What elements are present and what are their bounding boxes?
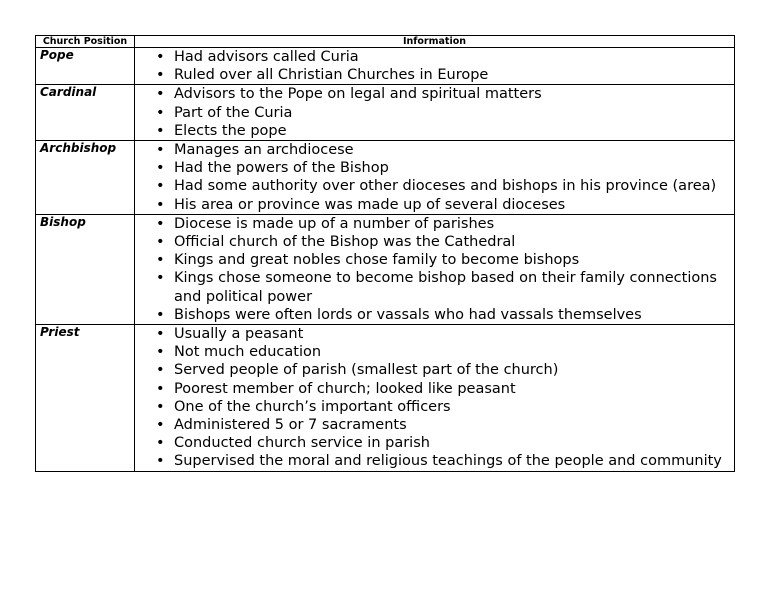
header-information: Information bbox=[135, 36, 735, 48]
position-cell: Archbishop bbox=[36, 141, 135, 215]
info-list bbox=[135, 141, 734, 214]
list-item: • Diocese is made up of a number of parishes bbox=[135, 215, 734, 233]
information-cell bbox=[135, 325, 735, 472]
list-item: • Conducted church service in parish bbox=[135, 434, 734, 452]
church-hierarchy-table bbox=[35, 35, 735, 472]
list-item: • His area or province was made up of several dioceses bbox=[135, 196, 734, 214]
list-item: • Had the powers of the Bishop bbox=[135, 159, 734, 177]
position-cell: Pope bbox=[36, 48, 135, 85]
list-item: • Usually a peasant bbox=[135, 325, 734, 343]
list-item: • Supervised the moral and religious teachings of the people and community bbox=[135, 452, 734, 470]
info-list bbox=[135, 325, 734, 471]
list-item: • Served people of parish (smallest part of the church) bbox=[135, 361, 734, 379]
list-item: • Manages an archdiocese bbox=[135, 141, 734, 159]
list-item: • Bishops were often lords or vassals who had vassals themselves bbox=[135, 306, 734, 324]
header-church-position: Church Position bbox=[36, 36, 135, 48]
position-cell: Cardinal bbox=[36, 85, 135, 141]
information-cell bbox=[135, 85, 735, 141]
list-item: • One of the church’s important officers bbox=[135, 398, 734, 416]
list-item: • Part of the Curia bbox=[135, 104, 734, 122]
list-item: • Had some authority over other dioceses and bishops in his province (area) bbox=[135, 177, 734, 195]
table-row-cardinal bbox=[36, 85, 735, 141]
list-item: • Ruled over all Christian Churches in Europe bbox=[135, 66, 734, 84]
information-cell bbox=[135, 48, 735, 85]
info-list bbox=[135, 48, 734, 84]
information-cell bbox=[135, 214, 735, 324]
position-cell: Priest bbox=[36, 325, 135, 472]
list-item: • Had advisors called Curia bbox=[135, 48, 734, 66]
table-row-bishop bbox=[36, 214, 735, 324]
list-item: • Kings and great nobles chose family to become bishops bbox=[135, 251, 734, 269]
table-row-pope bbox=[36, 48, 735, 85]
position-cell: Bishop bbox=[36, 214, 135, 324]
header-row bbox=[36, 36, 735, 48]
info-list bbox=[135, 85, 734, 140]
list-item: • Elects the pope bbox=[135, 122, 734, 140]
list-item: • Not much education bbox=[135, 343, 734, 361]
information-cell bbox=[135, 141, 735, 215]
table-row-priest bbox=[36, 325, 735, 472]
info-list bbox=[135, 215, 734, 324]
list-item: • Poorest member of church; looked like peasant bbox=[135, 380, 734, 398]
list-item: • Kings chose someone to become bishop based on their family connections and political power bbox=[135, 269, 734, 305]
table-row-archbishop bbox=[36, 141, 735, 215]
list-item: • Administered 5 or 7 sacraments bbox=[135, 416, 734, 434]
list-item: • Advisors to the Pope on legal and spiritual matters bbox=[135, 85, 734, 103]
list-item: • Official church of the Bishop was the Cathedral bbox=[135, 233, 734, 251]
